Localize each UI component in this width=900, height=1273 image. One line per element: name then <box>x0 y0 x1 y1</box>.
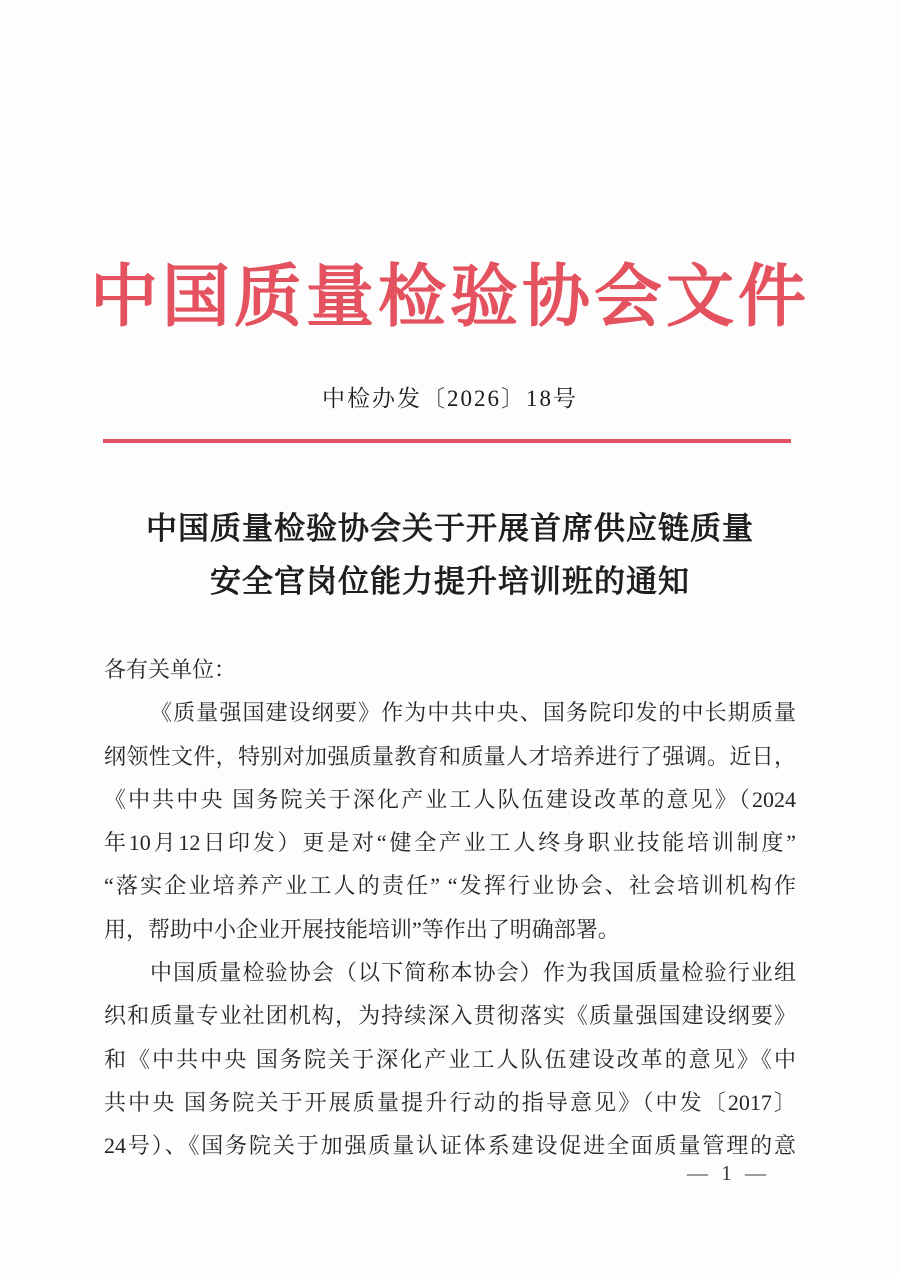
letterhead-title: 中国质量检验协会文件 <box>89 259 810 335</box>
document-title <box>0 502 900 608</box>
body-line: 用，帮助中小企业开展技能培训”等作出了明确部署。 <box>104 916 620 942</box>
body-line: 24号）、《国务院关于加强质量认证体系建设促进全面质量管理的意 <box>104 1133 796 1159</box>
body-line: 《中共中央 国务院关于深化产业工人队伍建设改革的意见》（2024 <box>104 786 796 812</box>
doc-number: 中检办发〔2026〕18号 <box>322 386 578 411</box>
body-line: “落实企业培养产业工人的责任” “发挥行业协会、社会培训机构作 <box>104 873 796 899</box>
page-number: — 1 — <box>687 1161 770 1185</box>
body-line: 织和质量专业社团机构，为持续深入贯彻落实《质量强国建设纲要》 <box>104 1003 796 1029</box>
red-divider <box>103 439 791 443</box>
body-line: 纲领性文件，特别对加强质量教育和质量人才培养进行了强调。近日， <box>104 743 796 769</box>
document-title-line1: 中国质量检验协会关于开展首席供应链质量 <box>146 511 754 546</box>
body-line: 年10月12日印发）更是对“健全产业工人终身职业技能培训制度” <box>104 830 796 856</box>
body-line: 《质量强国建设纲要》作为中共中央、国务院印发的中长期质量 <box>150 700 796 726</box>
document-body <box>104 648 796 1168</box>
body-line: 共中央 国务院关于开展质量提升行动的指导意见》（中发〔2017〕 <box>104 1089 796 1115</box>
body-line-salutation: 各有关单位： <box>104 657 237 682</box>
body-line: 中国质量检验协会（以下简称本协会）作为我国质量检验行业组 <box>150 960 796 986</box>
body-line: 和《中共中央 国务院关于深化产业工人队伍建设改革的意见》《中 <box>104 1046 796 1072</box>
document-title-line2: 安全官岗位能力提升培训班的通知 <box>210 564 690 599</box>
